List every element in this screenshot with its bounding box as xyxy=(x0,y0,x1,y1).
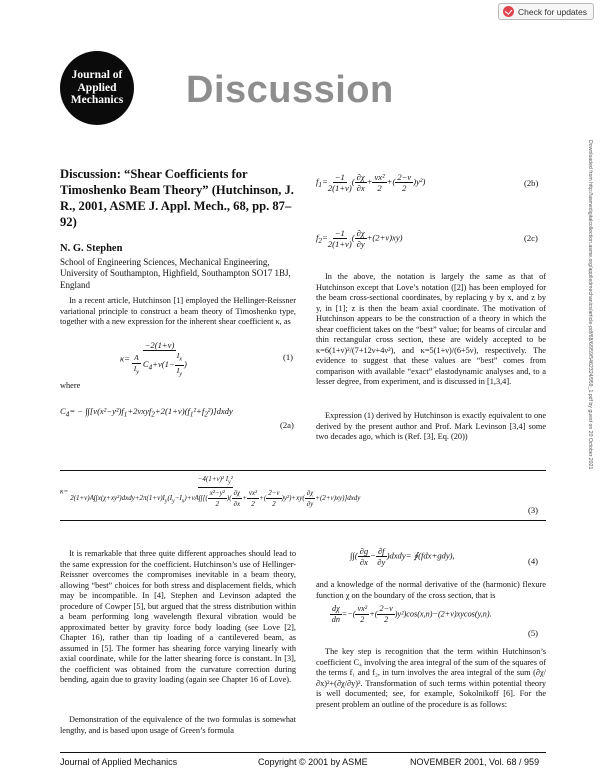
section-banner: Discussion xyxy=(186,69,394,111)
footer-divider xyxy=(60,752,546,753)
article-title: Discussion: “Shear Coefficients for Timoshenko Beam Theory” (Hutchinson, J. R., 2001, ASME J. Appl. Mech., 68, pp. 87–92) xyxy=(60,167,294,229)
logo-line-3: Mechanics xyxy=(70,94,124,107)
logo-line-2: Applied xyxy=(77,81,117,94)
equation-2c-number: (2c) xyxy=(524,233,538,243)
paragraph-normal-derivative: and a knowledge of the normal derivative of the (harmonic) flexure function χ on the boundary of the cross section, that is xyxy=(316,580,546,600)
paragraph-intro: In a recent article, Hutchinson [1] employed the Hellinger-Reissner variational principle to construct a beam theory of Timoshenko type, together with a new expression for the inherent shear coefficient κ, as xyxy=(60,296,296,326)
equation-2b: $f_1=$ $\frac{-1}{2(1+\nu)}$ ( $\frac{\partial\chi}{\partial x}$ + $\frac{\text{νx²}}{2}$ +( $\frac{2-\nu}{2}$ )y²) xyxy=(316,172,426,193)
paragraph-equivalence: Expression (1) derived by Hutchinson is exactly equivalent to one derived by the present author and Prof. Mark Levinson [3,4] some two decades ago, which is (Ref. [3], Eq. (20)) xyxy=(316,411,546,441)
equation-5-number: (5) xyxy=(528,628,539,638)
footer-issue: NOVEMBER 2001, Vol. 68 / 959 xyxy=(410,757,540,767)
check-for-updates-label: Check for updates xyxy=(518,6,587,17)
equation-3: κ= −4(1+ν)² $I_y^2$ $2(1+\nu)A\int\int x(\chi+xy^2)dxdy+2\pi(1+\nu)I_y(I_y-I_x)+\nu A\int\int$[( $\frac{\text{x²−y²}}{2}$ )( $\frac{\partial\chi}{\partial x}$ + $\frac{\text{νx²}}{2}$ +( $\frac{2-\nu}{2}$ )y²)+xy( $\frac{\partial\chi}{\partial y}$ +(2+ν)xy)]dxdy xyxy=(60,475,361,509)
author-affiliation: School of Engineering Sciences, Mechanical Engineering, University of Southampton, Highfield, Southampton SO17 1BJ, England xyxy=(60,257,291,290)
equation-3-number: (3) xyxy=(528,505,539,515)
equation-2b-number: (2b) xyxy=(524,178,539,188)
bottom-divider xyxy=(60,520,546,521)
paragraph-notation: In the above, the notation is largely the same as that of Hutchinson except that Love’s notation ([2]) has been employed for the beam cross-sectional coordinates, by replacing y by x, and z by y, in [1]; z is then the beam axial coordinate. The motivation of Hutchinson appears to be the construction of a theory in which the shear coefficient takes on the “best” value; for beams of circular and thin rectangular cross section, these are widely accepted to be κ=6(1+ν)²/(7+12ν+4ν²), and κ=5(1+ν)/(6+5ν), respectively. The evidence to suggest that these values are “best” comes from comparison with available “exact” elastodynamic analyses and, to a lesser degree, from experiment, and is discussed in [1,3,4]. xyxy=(316,272,546,386)
logo-line-1: Journal of xyxy=(71,69,123,82)
top-divider xyxy=(60,470,546,471)
download-side-note: Downloaded from http://asmedigitalcollection.asme.org/appliedmechanics/article-pdf/68/6/959/5462324/959_1.pdf by guest on 20 October 2021 xyxy=(587,140,593,470)
equation-1: κ= −2(1+ν) $\frac{A}{I_y}$ $C_4+\nu(1-$ $\frac{I_x}{I_y}$ ) xyxy=(120,340,187,377)
check-for-updates-button[interactable] xyxy=(498,3,594,20)
paragraph-demonstration: Demonstration of the equivalence of the two formulas is somewhat lengthy, and is based upon usage of Green’s formula xyxy=(60,715,296,735)
equation-2a-number: (2a) xyxy=(280,420,294,430)
equation-4: ∫∫( $\frac{\partial g}{\partial x}$ − $\frac{\partial f}{\partial y}$ )dxdy= ∮(fdx+gdy), xyxy=(350,546,455,567)
paragraph-key-step: The key step is recognition that the term within Hutchinson’s coefficient C₄ involving the area integral of the sum of the squares of the terms f₁ and f₂, in turn involves the area integral of the sum (∂χ/∂x)²+(∂χ/∂y)². Transformation of such terms within potential theory is well documented; see, for example, Sokolnikoff [6]. For the present problem an outline of the procedure is as follows: xyxy=(316,647,546,709)
paragraph-remarkable: It is remarkable that three quite different approaches should lead to the same expression for the coefficient. Hutchinson’s use of Hellinger-Reissner overcomes the compromises inevitable in a beam theory, allowing “best” choices for both stress and displacement fields, which may be incompatible. In [4], Stephen and Levinson adapted the procedure of Cowper [5], but argued that the stress distribution within a beam performing long wavelength flexural vibration would be approximated better by gravity force body loading (see Love [2], Chapter 16), rather than tip loading of a cantilevered beam, as assumed in [5]. The former has shearing force varying linearly with axial coordinate, while for the latter shearing force is constant. In [3], the coefficient was obtained from the curvature correction during bending, again due to gravity loading (again see Chapter 16 of Love). xyxy=(60,549,296,684)
equation-2c: $f_2=$ $\frac{-1}{2(1+\nu)}$ ( $\frac{\partial\chi}{\partial y}$ +(2+ν)xy) xyxy=(316,228,403,249)
footer-copyright: Copyright © 2001 by ASME xyxy=(258,757,368,767)
equation-2a: $C_4=$ − $\int\int[\nu(x^2-y^2)f_1+2\nu xyf_2+2(1+\nu)(f_1^2+f_2^2)]dxdy$ xyxy=(60,406,233,419)
where-text: where xyxy=(60,381,81,390)
equation-5: $\frac{d\chi}{dn}$ =−( $\frac{\text{νx²}}{2}$ +( $\frac{2-\nu}{2}$ )y²)cos(x,n)−(2+ν)xycos(y,n). xyxy=(331,604,492,624)
journal-logo xyxy=(60,51,134,125)
equation-4-number: (4) xyxy=(528,556,539,566)
equation-1-number: (1) xyxy=(283,352,294,362)
author-name: N. G. Stephen xyxy=(60,243,123,254)
check-updates-icon xyxy=(503,6,514,17)
footer-journal: Journal of Applied Mechanics xyxy=(60,757,178,767)
